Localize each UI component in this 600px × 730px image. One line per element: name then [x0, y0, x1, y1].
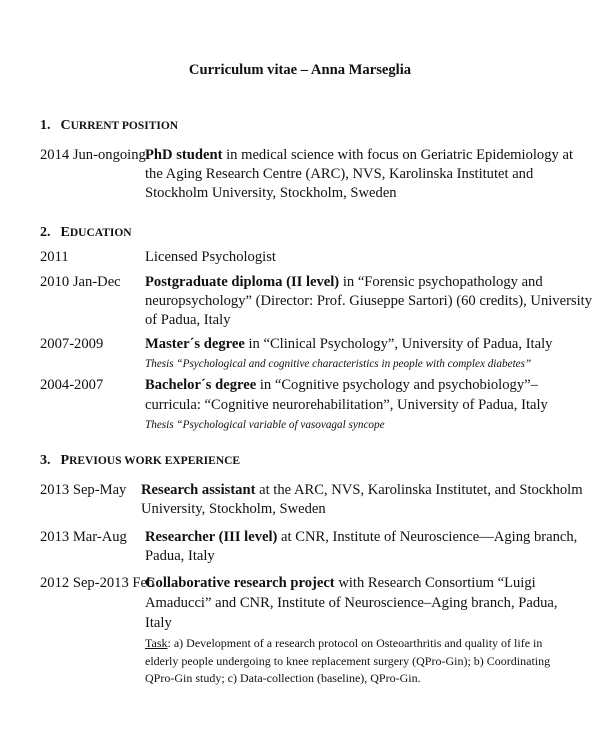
entry-text: at CNR, Institute of Neuroscience—Aging branch, [277, 529, 578, 545]
entry-text: elderly people undergoing to knee replacement surgery (QPro-Gin); b) Coordinating [145, 654, 551, 668]
entry-date: 2010 Jan-Dec [40, 274, 121, 290]
entry-text: University, Stockholm, Sweden [141, 501, 326, 517]
entry-text: at the ARC, NVS, Karolinska Institutet, and Stockholm [255, 482, 583, 498]
entry-role: Collaborative research project [145, 575, 335, 591]
document-title: Curriculum vitae – Anna Marseglia [188, 62, 412, 78]
entry-role: PhD student [145, 147, 223, 163]
entry-date: 2007-2009 [40, 336, 104, 352]
entry-line [145, 527, 577, 547]
entry-text: Thesis “Psychological and cognitive characteristics in people with complex diabetes” [145, 358, 532, 370]
section-number: 2. [40, 225, 51, 240]
entry-text: with Research Consortium “Luigi [334, 575, 536, 591]
entry-line [145, 164, 533, 184]
entry-line [145, 375, 538, 395]
entry-text: Padua, Italy [145, 548, 215, 564]
entry-text: curricula: “Cognitive neurorehabilitation”, University of Padua, Italy [145, 397, 548, 413]
section-title: REVIOUS WORK EXPERIENCE [69, 455, 241, 467]
entry-line [145, 546, 215, 566]
entry-line [145, 633, 542, 653]
entry-date: 2014 Jun-ongoing [40, 147, 146, 163]
section-heading [40, 223, 132, 243]
entry-text: Italy [145, 615, 172, 631]
entry-text: : a) Development of a research protocol on Osteoarthritis and quality of life in [167, 636, 543, 650]
section-number: 1. [40, 118, 51, 133]
entry-text: QPro-Gin study; c) Data-collection (baseline), QPro-Gin. [145, 671, 421, 685]
section-initial: P [60, 453, 70, 468]
entry-text: Amaducci” and CNR, Institute of Neuroscience–Aging branch, Padua, [145, 595, 558, 611]
entry-line [145, 354, 531, 374]
entry-date: 2011 [40, 249, 69, 265]
entry-role: Research assistant [141, 482, 256, 498]
entry-date: 2013 Sep-May [40, 482, 127, 498]
entry-role: Researcher (III level) [145, 529, 278, 545]
entry-line [145, 183, 397, 203]
entry-role: Postgraduate diploma (II level) [145, 274, 340, 290]
entry-role: Bachelor´s degree [145, 377, 257, 393]
entry-line [145, 145, 573, 165]
entry-line [141, 499, 326, 519]
entry-date: 2012 Sep-2013 Feb [40, 575, 155, 591]
entry-role: Master´s degree [145, 336, 245, 352]
section-title: DUCATION [69, 227, 132, 239]
entry-text: in “Clinical Psychology”, University of Padua, Italy [244, 336, 553, 352]
entry-text: the Aging Research Centre (ARC), NVS, Karolinska Institutet and [145, 166, 534, 182]
entry-text: of Padua, Italy [145, 312, 231, 328]
entry-date: 2013 Mar-Aug [40, 529, 127, 545]
entry-text: in “Cognitive psychology and psychobiology”– [256, 377, 538, 393]
entry-line [145, 247, 276, 267]
section-heading [40, 451, 240, 471]
entry-line [145, 395, 548, 415]
entry-text: Thesis “Psychological variable of vasovagal syncope [145, 419, 385, 431]
section-title: URRENT POSITION [70, 120, 179, 132]
entry-line [145, 291, 592, 311]
entry-text: Task [145, 636, 168, 650]
entry-date: 2004-2007 [40, 377, 104, 393]
section-number: 3. [40, 453, 51, 468]
entry-text: Stockholm University, Stockholm, Sweden [145, 185, 397, 201]
entry-text: Licensed Psychologist [145, 249, 276, 265]
entry-text: in “Forensic psychopathology and [339, 274, 543, 290]
entry-text: in medical science with focus on Geriatric Epidemiology at [222, 147, 573, 163]
entry-line [145, 573, 536, 593]
section-initial: E [60, 225, 70, 240]
entry-line [145, 272, 543, 292]
entry-line [145, 415, 385, 435]
entry-line [145, 310, 231, 330]
entry-line [145, 334, 552, 354]
entry-line [145, 593, 558, 613]
section-initial: C [60, 118, 71, 133]
section-heading [40, 116, 178, 136]
entry-text: neuropsychology” (Director: Prof. Giuseppe Sartori) (60 credits), University [145, 293, 593, 309]
entry-line [145, 613, 172, 633]
entry-line [141, 480, 583, 500]
entry-line [145, 668, 421, 688]
